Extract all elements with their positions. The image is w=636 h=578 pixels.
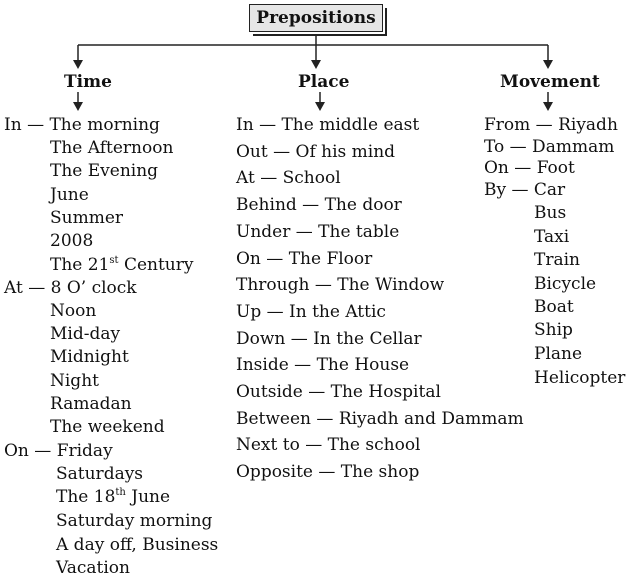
movement-entry: Ship	[534, 320, 573, 340]
place-entry: On — The Floor	[236, 249, 373, 269]
heading-movement: Movement	[500, 72, 600, 92]
time-entry: The Afternoon	[50, 138, 174, 158]
place-entry: At — School	[236, 168, 341, 188]
time-entry: Ramadan	[50, 394, 132, 414]
movement-entry: Plane	[534, 344, 583, 364]
place-entry: Down — In the Cellar	[236, 329, 422, 349]
time-entry: On — Friday	[4, 441, 113, 461]
time-entry: In — The morning	[4, 115, 160, 135]
time-entry: The weekend	[50, 417, 165, 437]
place-entry: Up — In the Attic	[236, 302, 386, 322]
movement-entry: Bus	[534, 203, 567, 223]
time-entry: Saturdays	[56, 464, 144, 484]
movement-entry: Taxi	[534, 227, 570, 247]
time-entry: At — 8 O’ clock	[4, 278, 137, 298]
time-entry: A day off, Business	[56, 535, 219, 555]
time-entry: Saturday morning	[56, 511, 213, 531]
movement-entry: On — Foot	[484, 158, 575, 178]
diagram-title: Prepositions	[249, 4, 383, 32]
time-entry: Noon	[50, 301, 97, 321]
movement-entry: Bicycle	[534, 274, 597, 294]
place-entry: Through — The Window	[236, 275, 445, 295]
place-entry: Outside — The Hospital	[236, 382, 441, 402]
movement-entry: To — Dammam	[484, 137, 615, 157]
place-entry: Inside — The House	[236, 355, 410, 375]
movement-entry: Boat	[534, 297, 574, 317]
time-entry: 2008	[50, 231, 94, 251]
time-entry: Summer	[50, 208, 124, 228]
time-entry: Midnight	[50, 347, 129, 367]
time-entry: The 18th June	[56, 487, 171, 507]
heading-time: Time	[64, 72, 112, 92]
movement-entry: Train	[534, 250, 580, 270]
place-entry: Next to — The school	[236, 435, 421, 455]
movement-entry: From — Riyadh	[484, 115, 618, 135]
time-entry: June	[50, 185, 89, 205]
place-entry: Behind — The door	[236, 195, 402, 215]
time-entry: Night	[50, 371, 99, 391]
place-entry: In — The middle east	[236, 115, 420, 135]
place-entry: Between — Riyadh and Dammam	[236, 409, 524, 429]
movement-entry: By — Car	[484, 180, 566, 200]
movement-entry: Helicopter	[534, 368, 626, 388]
time-entry: The Evening	[50, 161, 159, 181]
place-entry: Under — The table	[236, 222, 400, 242]
time-entry: Mid-day	[50, 324, 121, 344]
place-entry: Out — Of his mind	[236, 142, 396, 162]
heading-place: Place	[298, 72, 350, 92]
place-entry: Opposite — The shop	[236, 462, 420, 482]
time-entry: Vacation	[56, 558, 130, 578]
time-entry: The 21st Century	[50, 255, 194, 275]
